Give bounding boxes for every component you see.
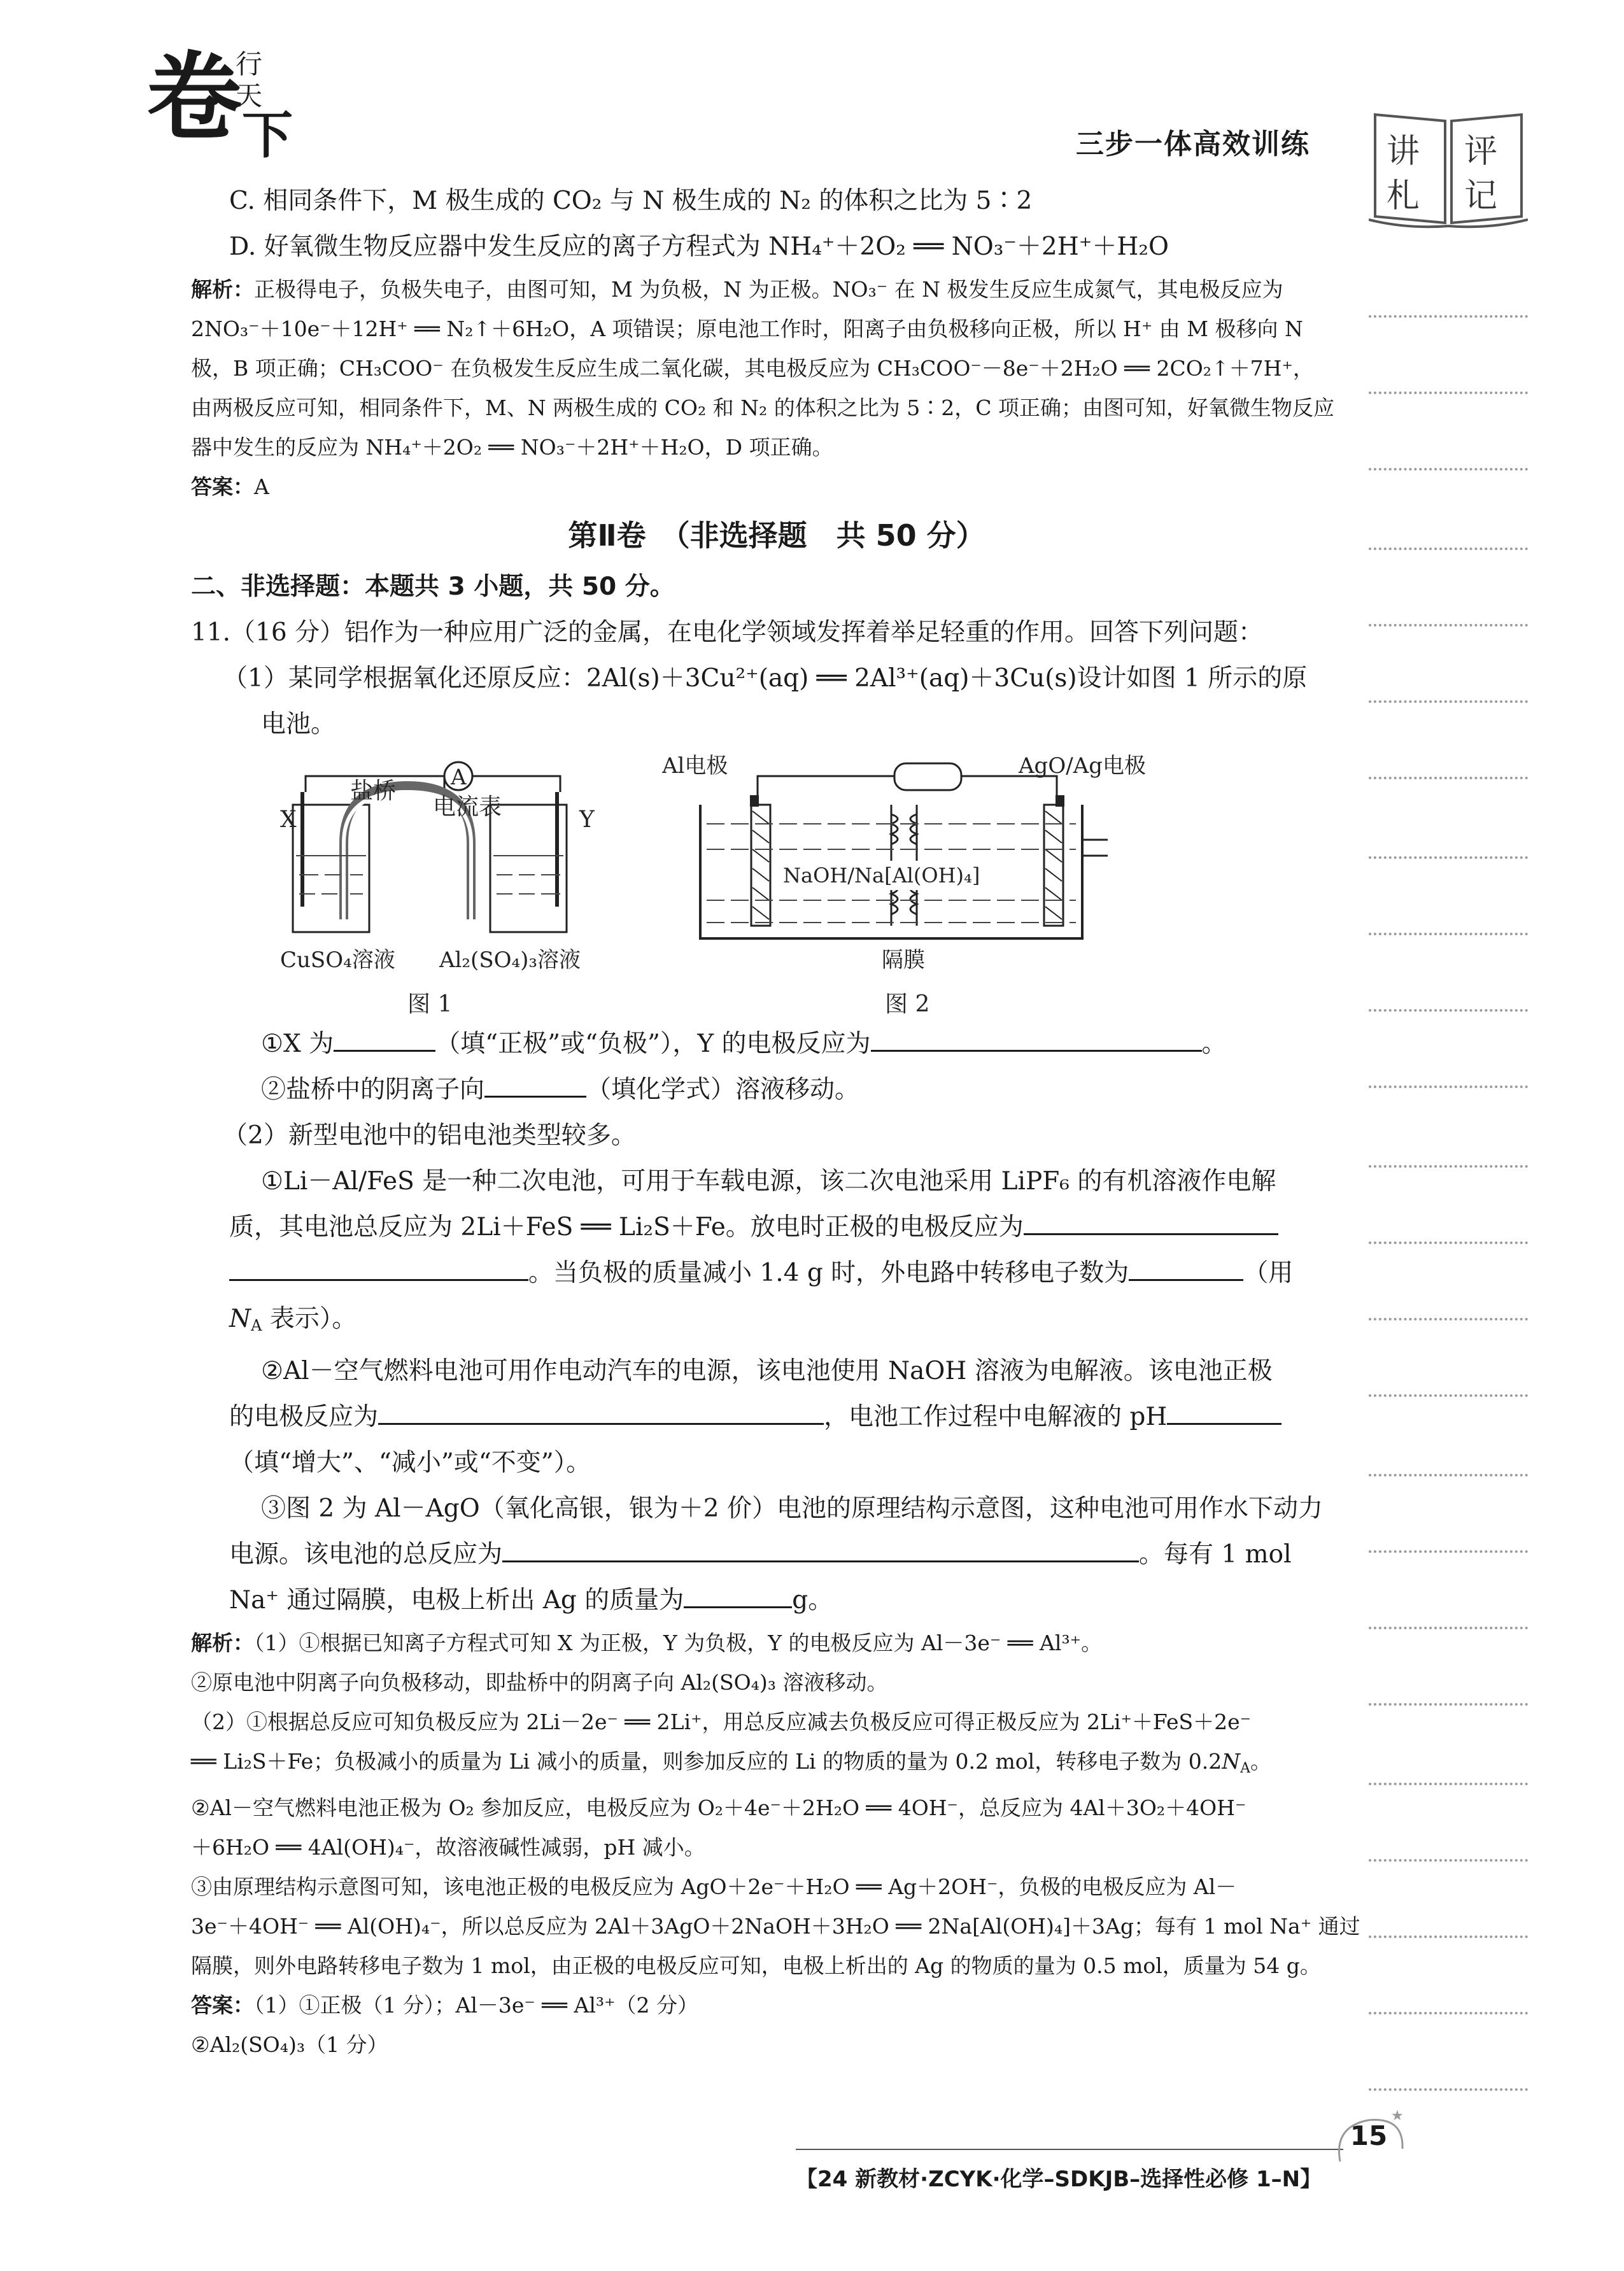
q11-2-c-line3: Na⁺ 通过隔膜，电极上析出 Ag 的质量为 g。	[229, 1586, 833, 1615]
q11-2-c-line1: ③图 2 为 Al－AgO（氧化高银，银为＋2 价）电池的原理结构示意图，这种电池可用作水下动力	[261, 1494, 1323, 1523]
series-title: 三步一体高效训练	[1076, 128, 1310, 160]
note-char-1: 讲	[1387, 132, 1420, 171]
q11-2-b-line2: 的电极反应为 ，电池工作过程中电解液的 pH	[191, 1394, 1337, 1440]
analysis-line: （2）①根据总反应可知负极反应为 2Li－2e⁻ ══ 2Li⁺，用总反应减去负极反应可得正极反应为 2Li⁺＋FeS＋2e⁻	[191, 1709, 1252, 1734]
section-heading: 二、非选择题：本题共 3 小题，共 50 分。	[191, 572, 675, 601]
main-content	[191, 178, 1360, 2065]
analysis-label: 解析：	[191, 277, 254, 302]
page-number: 15	[1350, 2120, 1388, 2151]
note-line	[1369, 1550, 1528, 1553]
note-line	[1369, 777, 1528, 779]
q11-part2: （2）新型电池中的铝电池类型较多。	[223, 1121, 636, 1150]
part2-title: 第Ⅱ卷 （非选择题 共 50 分）	[568, 518, 985, 553]
note-line	[1369, 1859, 1528, 1862]
analysis-line: ══ Li₂S＋Fe；负极减小的质量为 Li 减小的质量，则参加反应的 Li 的物质的量为 0.2 mol，转移电子数为 0.2NA。	[191, 1749, 1271, 1776]
electrode-y-label: Y	[579, 807, 595, 833]
q11-2-c-line2: 电源。该电池的总反应为 。每有 1 mol	[229, 1540, 1292, 1569]
answer-value: A	[254, 474, 269, 499]
footer-code: 【24 新教材·ZCYK·化学–SDKJB–选择性必修 1–N】	[796, 2167, 1322, 2192]
logo-sub-char-3: 下	[242, 105, 293, 162]
al-electrode-label: Al电极	[662, 753, 728, 779]
analysis-line: 极，B 项正确；CH₃COO⁻ 在负极发生反应生成二氧化碳，其电极反应为 CH₃COO⁻－8e⁻＋2H₂O ══ 2CO₂↑＋7H⁺，	[191, 356, 1314, 381]
q11-2-a-line3: 。当负极的质量减小 1.4 g 时，外电路中转移电子数为 （用	[191, 1250, 1337, 1296]
answer-blank[interactable]	[1024, 1214, 1278, 1235]
note-line	[1369, 1086, 1528, 1088]
note-line	[1369, 624, 1528, 626]
answer-label: 答案：	[191, 1993, 254, 2018]
answer-blank[interactable]	[684, 1587, 792, 1608]
q10-option-c: C. 相同条件下，M 极生成的 CO₂ 与 N 极生成的 N₂ 的体积之比为 5∶2	[229, 187, 1033, 215]
figure-1-caption: 图 1	[407, 991, 453, 1017]
analysis-line: ③由原理结构示意图可知，该电池正极的电极反应为 AgO＋2e⁻＋H₂O ══ Ag＋2OH⁻，负极的电极反应为 Al－	[191, 1874, 1237, 1899]
note-char-2: 评	[1464, 132, 1498, 171]
answer-blank[interactable]	[871, 1031, 1202, 1052]
q11-part1-line1: （1）某同学根据氧化还原反应：2Al(s)＋3Cu²⁺(aq) ══ 2Al³⁺(aq)＋3Cu(s)设计如图 1 所示的原	[223, 664, 1308, 693]
analysis-line: （1）①根据已知离子方程式可知 X 为正极，Y 为负极，Y 的电极反应为 Al－3e⁻ ══ Al³⁺。	[254, 1631, 1103, 1655]
analysis-line: 器中发生的反应为 NH₄⁺＋2O₂ ══ NO₃⁻＋2H⁺＋H₂O，D 项正确。	[191, 435, 833, 460]
q11-2-b-line1: ②Al－空气燃料电池可用作电动汽车的电源，该电池使用 NaOH 溶液为电解液。该电池正极	[261, 1357, 1273, 1385]
q11-2-b-line3: （填“增大”、“减小”或“不变”）。	[229, 1448, 591, 1477]
answer-blank[interactable]	[1129, 1260, 1243, 1281]
ammeter-label: 电流表	[433, 794, 502, 820]
note-char-3: 札	[1387, 177, 1420, 215]
membrane-label: 隔膜	[882, 947, 925, 973]
note-line	[1369, 392, 1528, 394]
q11-1-a: ①X 为 （填“正极”或“负极”），Y 的电极反应为 。	[261, 1029, 1227, 1058]
note-line	[1369, 548, 1528, 550]
note-line	[1369, 1703, 1528, 1706]
answer-blank[interactable]	[1167, 1404, 1282, 1425]
note-line	[1369, 1242, 1528, 1244]
answer-line: ②Al₂(SO₄)₃（1 分）	[191, 2032, 388, 2057]
ammeter-symbol: A	[451, 765, 467, 790]
brand-logo	[146, 35, 293, 162]
answer-blank[interactable]	[378, 1404, 824, 1425]
logo-sub-char-2: 天	[236, 80, 263, 111]
note-line	[1369, 1783, 1528, 1785]
analysis-line: 隔膜，则外电路转移电子数为 1 mol，由正极的电极反应可知，电极上析出的 Ag 的物质的量为 0.5 mol，质量为 54 g。	[191, 1953, 1321, 1978]
note-char-4: 记	[1464, 177, 1498, 215]
analysis-line: 由两极反应可知，相同条件下，M、N 两极生成的 CO₂ 和 N₂ 的体积之比为 5∶2，C 项正确；由图可知，好氧微生物反应	[191, 395, 1334, 420]
figure-2-caption: 图 2	[885, 991, 930, 1017]
analysis-line: ②Al－空气燃料电池正极为 O₂ 参加反应，电极反应为 O₂＋4e⁻＋2H₂O ══ 4OH⁻，总反应为 4Al＋3O₂＋4OH⁻	[191, 1795, 1246, 1820]
q11-part1-line2: 电池。	[261, 710, 336, 739]
analysis-line: 正极得电子，负极失电子，由图可知，M 为负极，N 为正极。NO₃⁻ 在 N 极发生反应生成氮气，其电极反应为	[254, 277, 1283, 302]
analysis-line: 3e⁻＋4OH⁻ ══ Al(OH)₄⁻，所以总反应为 2Al＋3AgO＋2NaOH＋3H₂O ══ 2Na[Al(OH)₄]＋3Ag；每有 1 mol Na⁺ 通过	[191, 1914, 1360, 1939]
q11-2-a-line1: ①Li－Al/FeS 是一种二次电池，可用于车载电源，该二次电池采用 LiPF₆ 的有机溶液作电解	[261, 1167, 1276, 1196]
q10-analysis	[191, 270, 1337, 507]
logo-main-char: 卷	[146, 41, 243, 153]
notes-book-icon	[1369, 108, 1528, 232]
note-line	[1369, 1009, 1528, 1012]
left-solution-label: CuSO₄溶液	[280, 947, 395, 973]
figure-1-diagram	[280, 747, 611, 1021]
note-line	[1369, 700, 1528, 703]
note-line	[1369, 1165, 1528, 1168]
q10-option-d: D. 好氧微生物反应器中发生反应的离子方程式为 NH₄⁺＋2O₂ ══ NO₃⁻＋2H⁺＋H₂O	[229, 232, 1169, 261]
answer-blank[interactable]	[334, 1031, 435, 1052]
note-line	[1369, 1474, 1528, 1476]
note-line	[1369, 1627, 1528, 1629]
note-line	[1369, 468, 1528, 470]
figures-row	[191, 747, 1337, 1021]
answer-line: （1）①正极（1 分）；Al－3e⁻ ══ Al³⁺（2 分）	[254, 1993, 699, 2018]
note-line	[1369, 1935, 1528, 1938]
note-line	[1369, 315, 1528, 318]
answer-blank[interactable]	[502, 1541, 1139, 1562]
note-line	[1369, 1394, 1528, 1397]
logo-sub-char-1: 行	[236, 48, 263, 80]
analysis-line: ＋6H₂O ══ 4Al(OH)₄⁻，故溶液碱性减弱，pH 减小。	[191, 1835, 705, 1860]
q11-stem: 11.（16 分）铝作为一种应用广泛的金属，在电化学领域发挥着举足轻重的作用。回答下列问题：	[191, 618, 1264, 647]
right-solution-label: Al₂(SO₄)₃溶液	[439, 947, 581, 973]
q11-1-b: ②盐桥中的阴离子向 （填化学式）溶液移动。	[261, 1075, 860, 1104]
figure-2-diagram	[662, 747, 1159, 1021]
star-icon: ★	[1391, 2108, 1404, 2124]
q11-2-a-line2: 质，其电池总反应为 2Li＋FeS ══ Li₂S＋Fe。放电时正极的电极反应为	[191, 1205, 1337, 1250]
footer-rule	[796, 2149, 1343, 2150]
analysis-line: 2NO₃⁻＋10e⁻＋12H⁺ ══ N₂↑＋6H₂O，A 项错误；原电池工作时，阳离子由负极移向正极，所以 H⁺ 由 M 极移向 N	[191, 316, 1303, 341]
ago-electrode-label: AgO/Ag电极	[1019, 753, 1146, 779]
electrolyte-label: NaOH/Na[Al(OH)₄]	[783, 863, 980, 888]
answer-label: 答案：	[191, 474, 254, 499]
note-line	[1369, 1318, 1528, 1320]
note-line	[1369, 2012, 1528, 2014]
electrode-x-label: X	[280, 807, 297, 833]
note-line	[1369, 856, 1528, 859]
answer-blank[interactable]	[484, 1077, 586, 1098]
answer-blank[interactable]	[229, 1260, 528, 1281]
q11-2-a-line4: NA 表示）。	[229, 1305, 357, 1334]
analysis-line: ②原电池中阴离子向负极移动，即盐桥中的阴离子向 Al₂(SO₄)₃ 溶液移动。	[191, 1670, 888, 1695]
q11-analysis	[191, 1624, 1360, 2065]
analysis-label: 解析：	[191, 1631, 254, 1655]
note-line	[1369, 933, 1528, 935]
salt-bridge-label: 盐桥	[350, 778, 397, 804]
note-line	[1369, 2088, 1528, 2091]
